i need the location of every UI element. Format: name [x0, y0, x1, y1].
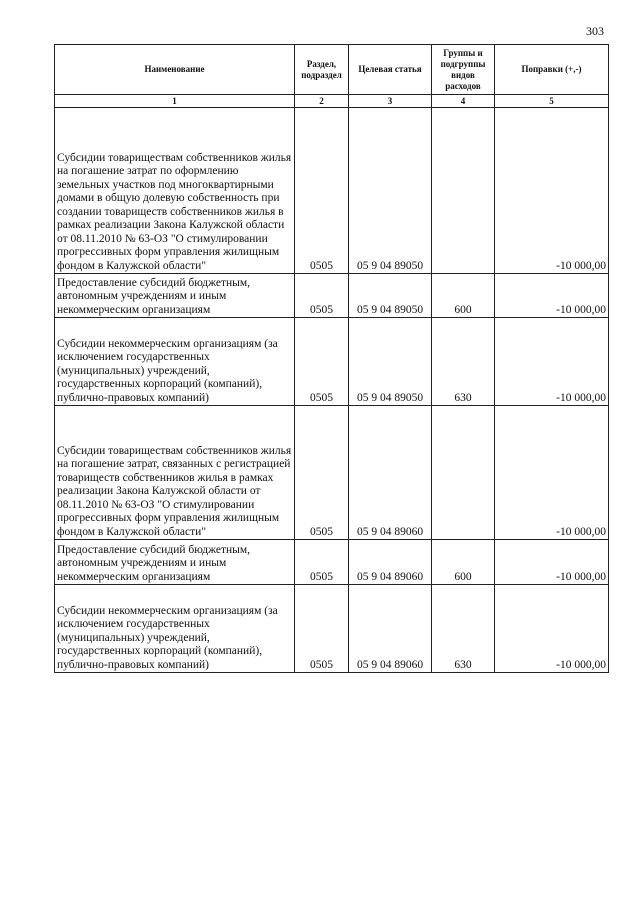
column-number: 2 — [295, 95, 349, 108]
header-article: Целевая статья — [349, 45, 432, 95]
row-group: 630 — [432, 585, 495, 673]
row-group — [432, 406, 495, 540]
row-section: 0505 — [295, 585, 349, 673]
header-name: Наименование — [55, 45, 295, 95]
page-number: 303 — [586, 24, 604, 38]
row-name: Субсидии товариществам собственников жилья на погашение затрат, связанных с регистрацией товариществ собственников жилья в рамках реализации Закона Калужской области от 08.11.2010 № 63-ОЗ "О стимулировании прогрессивных форм управления жилищным фондом в Калужской области" — [55, 406, 295, 540]
row-group — [432, 108, 495, 274]
row-amount: -10 000,00 — [495, 108, 609, 274]
row-article: 05 9 04 89050 — [349, 108, 432, 274]
column-number: 3 — [349, 95, 432, 108]
row-group: 600 — [432, 540, 495, 585]
row-section: 0505 — [295, 274, 349, 318]
row-amount: -10 000,00 — [495, 274, 609, 318]
row-group: 600 — [432, 274, 495, 318]
row-name: Субсидии некоммерческим организациям (за исключением государственных (муниципальных) учреждений, государственных корпораций (компаний), публично-правовых компаний) — [55, 585, 295, 673]
row-article: 05 9 04 89050 — [349, 274, 432, 318]
row-section: 0505 — [295, 108, 349, 274]
row-amount: -10 000,00 — [495, 318, 609, 406]
column-number: 4 — [432, 95, 495, 108]
table-row — [55, 318, 609, 406]
row-article: 05 9 04 89060 — [349, 540, 432, 585]
row-section: 0505 — [295, 318, 349, 406]
budget-table — [54, 44, 609, 673]
row-article: 05 9 04 89060 — [349, 585, 432, 673]
row-article: 05 9 04 89060 — [349, 406, 432, 540]
row-group: 630 — [432, 318, 495, 406]
table-row — [55, 108, 609, 274]
row-section: 0505 — [295, 540, 349, 585]
column-number-row — [55, 95, 609, 108]
row-amount: -10 000,00 — [495, 406, 609, 540]
row-name: Субсидии некоммерческим организациям (за исключением государственных (муниципальных) учреждений, государственных корпораций (компаний), публично-правовых компаний) — [55, 318, 295, 406]
table-row — [55, 540, 609, 585]
table-row — [55, 585, 609, 673]
header-group: Группы и подгруппы видов расходов — [432, 45, 495, 95]
row-name: Предоставление субсидий бюджетным, автономным учреждениям и иным некоммерческим организациям — [55, 540, 295, 585]
row-section: 0505 — [295, 406, 349, 540]
header-amount: Поправки (+,-) — [495, 45, 609, 95]
table-row — [55, 406, 609, 540]
column-number: 5 — [495, 95, 609, 108]
table-row — [55, 274, 609, 318]
column-number: 1 — [55, 95, 295, 108]
row-name: Субсидии товариществам собственников жилья на погашение затрат по оформлению земельных участков под многоквартирными домами в общую долевую собственность при создании товариществ собственников жилья в рамках реализации Закона Калужской области от 08.11.2010 № 63-ОЗ "О стимулировании прогрессивных форм управления жилищным фондом в Калужской области" — [55, 108, 295, 274]
row-article: 05 9 04 89050 — [349, 318, 432, 406]
header-section: Раздел, подраздел — [295, 45, 349, 95]
row-name: Предоставление субсидий бюджетным, автономным учреждениям и иным некоммерческим организациям — [55, 274, 295, 318]
header-row — [55, 45, 609, 95]
row-amount: -10 000,00 — [495, 540, 609, 585]
row-amount: -10 000,00 — [495, 585, 609, 673]
